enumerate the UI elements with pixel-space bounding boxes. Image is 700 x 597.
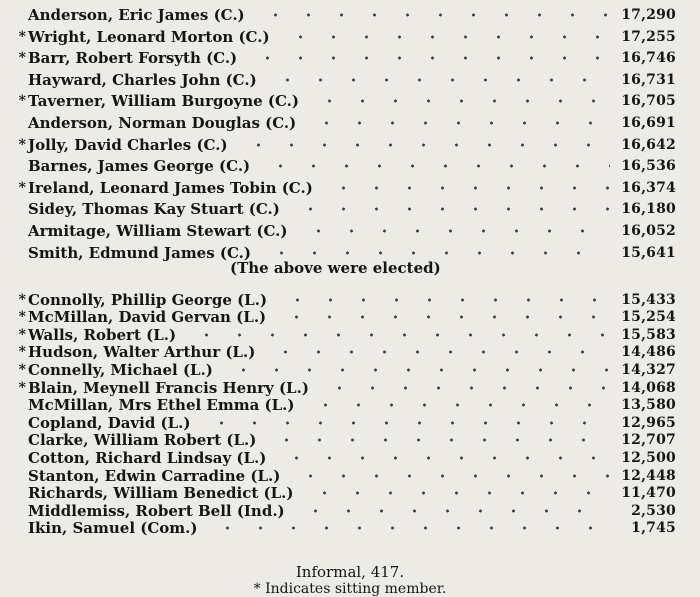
candidate-row	[18, 344, 676, 361]
candidate-name: Anderson, Norman Douglas (C.)	[28, 114, 297, 132]
sitting-member-marker: *	[18, 309, 26, 326]
vote-count: 15,641	[621, 244, 676, 261]
candidate-row	[18, 502, 676, 519]
candidate-row	[18, 361, 676, 378]
vote-count: 16,536	[621, 158, 676, 175]
sitting-member-marker: *	[18, 93, 26, 110]
candidate-name: Sidey, Thomas Kay Stuart (C.)	[28, 200, 280, 219]
dot-leader	[266, 437, 610, 443]
candidate-row	[18, 467, 676, 484]
sitting-member-legend: * Indicates sitting member.	[253, 581, 447, 597]
dot-leader	[247, 55, 610, 61]
candidate-name: Copland, David (L.)	[28, 413, 191, 432]
dot-leader	[290, 206, 610, 212]
vote-count: 16,180	[621, 201, 676, 218]
dot-leader	[277, 297, 610, 303]
candidate-row	[18, 220, 676, 242]
vote-count: 16,705	[621, 93, 676, 110]
candidate-row	[18, 155, 676, 177]
vote-count: 16,374	[621, 179, 676, 196]
vote-count: 12,448	[621, 467, 676, 484]
vote-count: 15,583	[621, 326, 676, 343]
dot-leader	[295, 508, 610, 514]
candidate-row	[18, 485, 676, 502]
candidate-name: Blain, Meynell Francis Henry (L.)	[28, 378, 309, 397]
dot-leader	[290, 473, 610, 479]
vote-count: 16,731	[621, 71, 676, 88]
vote-count: 14,068	[621, 379, 676, 396]
vote-count: 17,290	[621, 7, 676, 23]
candidate-row	[18, 449, 676, 466]
candidate-name: Connelly, Michael (L.)	[28, 360, 213, 379]
vote-count: 16,642	[621, 136, 676, 153]
sitting-member-marker: *	[18, 379, 26, 396]
candidate-name: Ireland, Leonard James Tobin (C.)	[28, 178, 313, 197]
candidate-name: Barnes, James George (C.)	[28, 157, 251, 176]
dot-leader	[276, 455, 610, 461]
candidate-name: Armitage, William Stewart (C.)	[28, 222, 288, 240]
candidate-row	[18, 4, 676, 26]
candidate-row	[18, 90, 676, 112]
vote-count: 11,470	[621, 485, 676, 502]
sitting-member-marker: *	[18, 344, 26, 361]
dot-leader	[280, 34, 610, 40]
candidate-row	[18, 379, 676, 396]
candidate-row	[18, 69, 676, 91]
sitting-member-marker: *	[18, 361, 26, 378]
candidate-name: Richards, William Benedict (L.)	[28, 484, 294, 503]
sitting-member-marker: *	[18, 50, 26, 67]
candidate-name: Wright, Leonard Morton (C.)	[28, 27, 270, 46]
dot-leader	[260, 163, 610, 169]
vote-count: 2,530	[631, 502, 676, 519]
dot-leader	[186, 332, 610, 338]
candidate-name: Taverner, William Burgoyne (C.)	[28, 92, 299, 111]
candidate-row	[18, 112, 676, 134]
dot-leader	[304, 490, 611, 496]
sitting-member-marker: *	[18, 326, 26, 343]
sitting-member-marker: *	[18, 179, 26, 196]
dot-leader	[207, 525, 610, 531]
vote-count: 14,327	[621, 361, 676, 378]
candidate-row	[18, 198, 676, 220]
candidate-row	[18, 397, 676, 414]
candidate-row	[18, 47, 676, 69]
candidate-row	[18, 309, 676, 326]
vote-count: 12,500	[621, 449, 676, 466]
candidate-name: Hudson, Walter Arthur (L.)	[28, 343, 256, 362]
vote-count: 15,433	[621, 291, 676, 308]
vote-count: 16,691	[621, 115, 676, 131]
dot-leader	[201, 420, 610, 426]
dot-leader	[323, 185, 610, 191]
candidate-row	[18, 432, 676, 449]
dot-leader	[238, 142, 610, 148]
dot-leader	[261, 250, 610, 256]
candidate-row	[18, 26, 676, 48]
dot-leader	[305, 402, 611, 408]
vote-count: 12,707	[621, 432, 676, 449]
candidate-name: McMillan, David Gervan (L.)	[28, 308, 267, 327]
candidate-name: Hayward, Charles John (C.)	[28, 70, 257, 89]
vote-count: 16,052	[621, 223, 676, 239]
informal-votes: Informal, 417.	[295, 563, 405, 581]
candidate-name: Ikin, Samuel (Com.)	[28, 519, 198, 538]
dot-leader	[223, 367, 610, 373]
vote-count: 1,745	[631, 520, 676, 537]
dot-leader	[255, 12, 610, 18]
candidate-row	[18, 520, 676, 537]
dot-leader	[265, 349, 610, 355]
candidate-row	[18, 134, 676, 156]
candidate-name: Walls, Robert (L.)	[28, 325, 177, 344]
candidate-name: Jolly, David Charles (C.)	[28, 135, 228, 154]
sitting-member-marker: *	[18, 28, 26, 45]
sitting-member-marker: *	[18, 291, 26, 308]
vote-count: 15,254	[621, 309, 676, 326]
candidate-name: Middlemiss, Robert Bell (Ind.)	[28, 501, 285, 520]
vote-count: 12,965	[621, 414, 676, 431]
dot-leader	[276, 314, 610, 320]
vote-count: 14,486	[621, 344, 676, 361]
candidate-row	[18, 326, 676, 343]
candidate-row	[18, 414, 676, 431]
elected-separator: (The above were elected)	[230, 259, 441, 277]
candidate-row	[18, 177, 676, 199]
dot-leader	[309, 98, 610, 104]
candidate-name: Stanton, Edwin Carradine (L.)	[28, 466, 281, 485]
candidate-row	[18, 291, 676, 308]
candidate-name: Anderson, Eric James (C.)	[28, 6, 245, 24]
dot-leader	[298, 228, 610, 234]
candidate-name: Cotton, Richard Lindsay (L.)	[28, 448, 267, 467]
vote-count: 17,255	[621, 28, 676, 45]
dot-leader	[267, 77, 610, 83]
candidate-name: Smith, Edmund James (C.)	[28, 243, 251, 262]
sitting-member-marker: *	[18, 136, 26, 153]
vote-count: 16,746	[621, 50, 676, 67]
candidate-name: McMillan, Mrs Ethel Emma (L.)	[28, 396, 295, 415]
candidate-name: Barr, Robert Forsyth (C.)	[28, 49, 238, 68]
dot-leader	[306, 120, 610, 126]
vote-count: 13,580	[621, 397, 676, 414]
dot-leader	[319, 385, 610, 391]
candidate-name: Connolly, Phillip George (L.)	[28, 290, 268, 309]
candidate-name: Clarke, William Robert (L.)	[28, 431, 257, 450]
